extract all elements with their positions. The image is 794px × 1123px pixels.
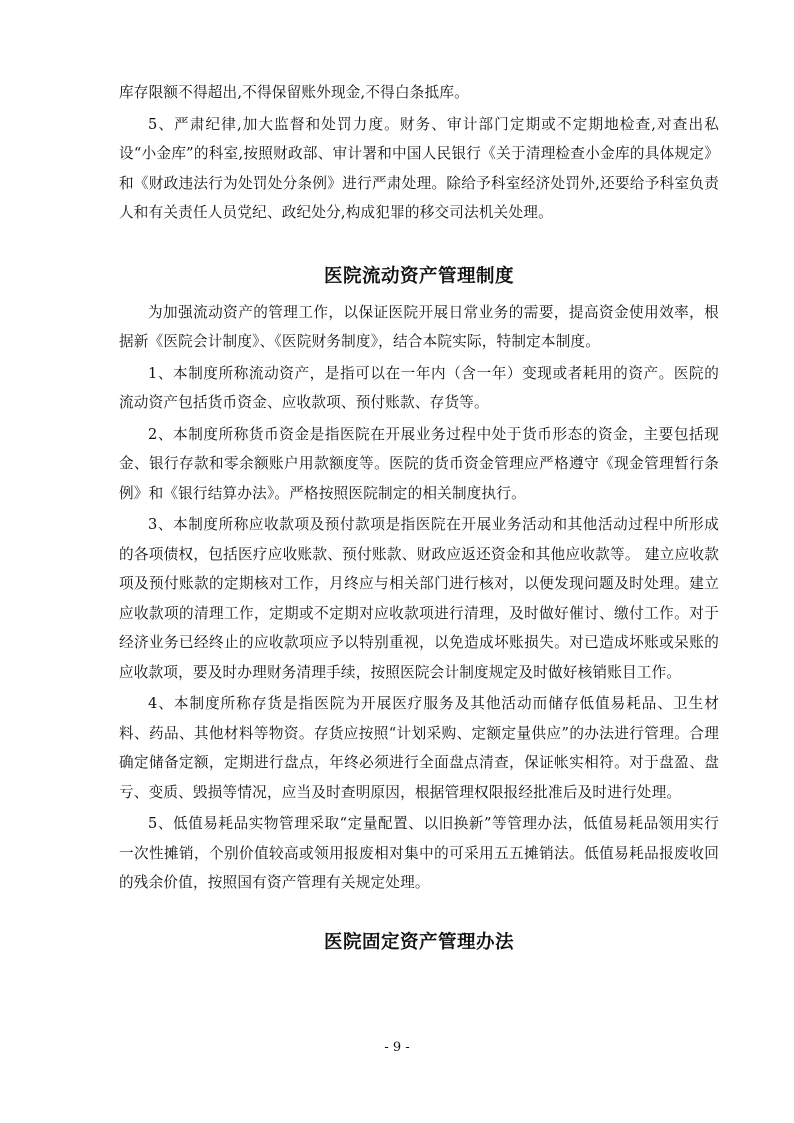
section-title-fixed-assets: 医院固定资产管理办法 [323, 931, 514, 953]
paragraph-intro: 为加强流动资产的管理工作，以保证医院开展日常业务的需要，提高资金使用效率，根据新《医院会计制度》、《医院财务制度》，结合本院实际，特制定本制度。 [119, 303, 719, 350]
paragraph-item-1: 1、本制度所称流动资产，是指可以在一年内（含一年）变现或者耗用的资产。医院的流动资产包括货币资金、应收款项、预付账款、存货等。 [119, 364, 719, 411]
paragraph-item-5: 5、低值易耗品实物管理采取“定量配置、以旧换新”等管理办法，低值易耗品领用实行一次性摊销，个别价值较高或领用报废相对集中的可采用五五摊销法。低值易耗品报废收回的残余价值，按照国有资产管理有关规定处理。 [119, 815, 719, 891]
page-number: - 9 - [384, 1040, 410, 1055]
section-title-current-assets: 医院流动资产管理制度 [323, 265, 514, 287]
paragraph-item-4: 4、本制度所称存货是指医院为开展医疗服务及其他活动而储存低值易耗品、卫生材料、药品、其他材料等物资。存货应按照“计划采购、定额定量供应”的办法进行管理。合理确定储备定额，定期进行盘点，年终必须进行全面盘点清查，保证帐实相符。对于盘盈、盘亏、变质、毁损等情况，应当及时查明原因，根据管理权限报经批准后及时进行处理。 [119, 695, 719, 801]
paragraph-discipline: 5、严肃纪律,加大监督和处罚力度。财务、审计部门定期或不定期地检查,对查出私设“小金库”的科室,按照财政部、审计署和中国人民银行《关于清理检查小金库的具体规定》和《财政违法行为处罚处分条例》进行严肃处理。除给予科室经济处罚外,还要给予科室负责人和有关责任人员党纪、政纪处分,构成犯罪的移交司法机关处理。 [119, 115, 719, 221]
paragraph-continuation: 库存限额不得超出,不得保留账外现金,不得白条抵库。 [119, 84, 469, 101]
paragraph-item-3: 3、本制度所称应收款项及预付款项是指医院在开展业务活动和其他活动过程中所形成的各项债权，包括医疗应收账款、预付账款、财政应返还资金和其他应收款等。 建立应收款项及预付账款的定期核对工作，月终应与相关部门进行核对，以便发现问题及时处理。建立应收款项的清理工作，定期或不定期对应收款项进行清理，及时做好催讨、缴付工作。对于经济业务已经终止的应收款项应予以特别重视，以免造成坏账损失。对已造成坏账或呆账的应收款项，要及时办理财务清理手续，按照医院会计制度规定及时做好核销账目工作。 [119, 516, 719, 681]
paragraph-item-2: 2、本制度所称货币资金是指医院在开展业务过程中处于货币形态的资金，主要包括现金、银行存款和零余额账户用款额度等。医院的货币资金管理应严格遵守《现金管理暂行条例》和《银行结算办法》。严格按照医院制定的相关制度执行。 [119, 425, 719, 502]
document-body [119, 78, 719, 958]
